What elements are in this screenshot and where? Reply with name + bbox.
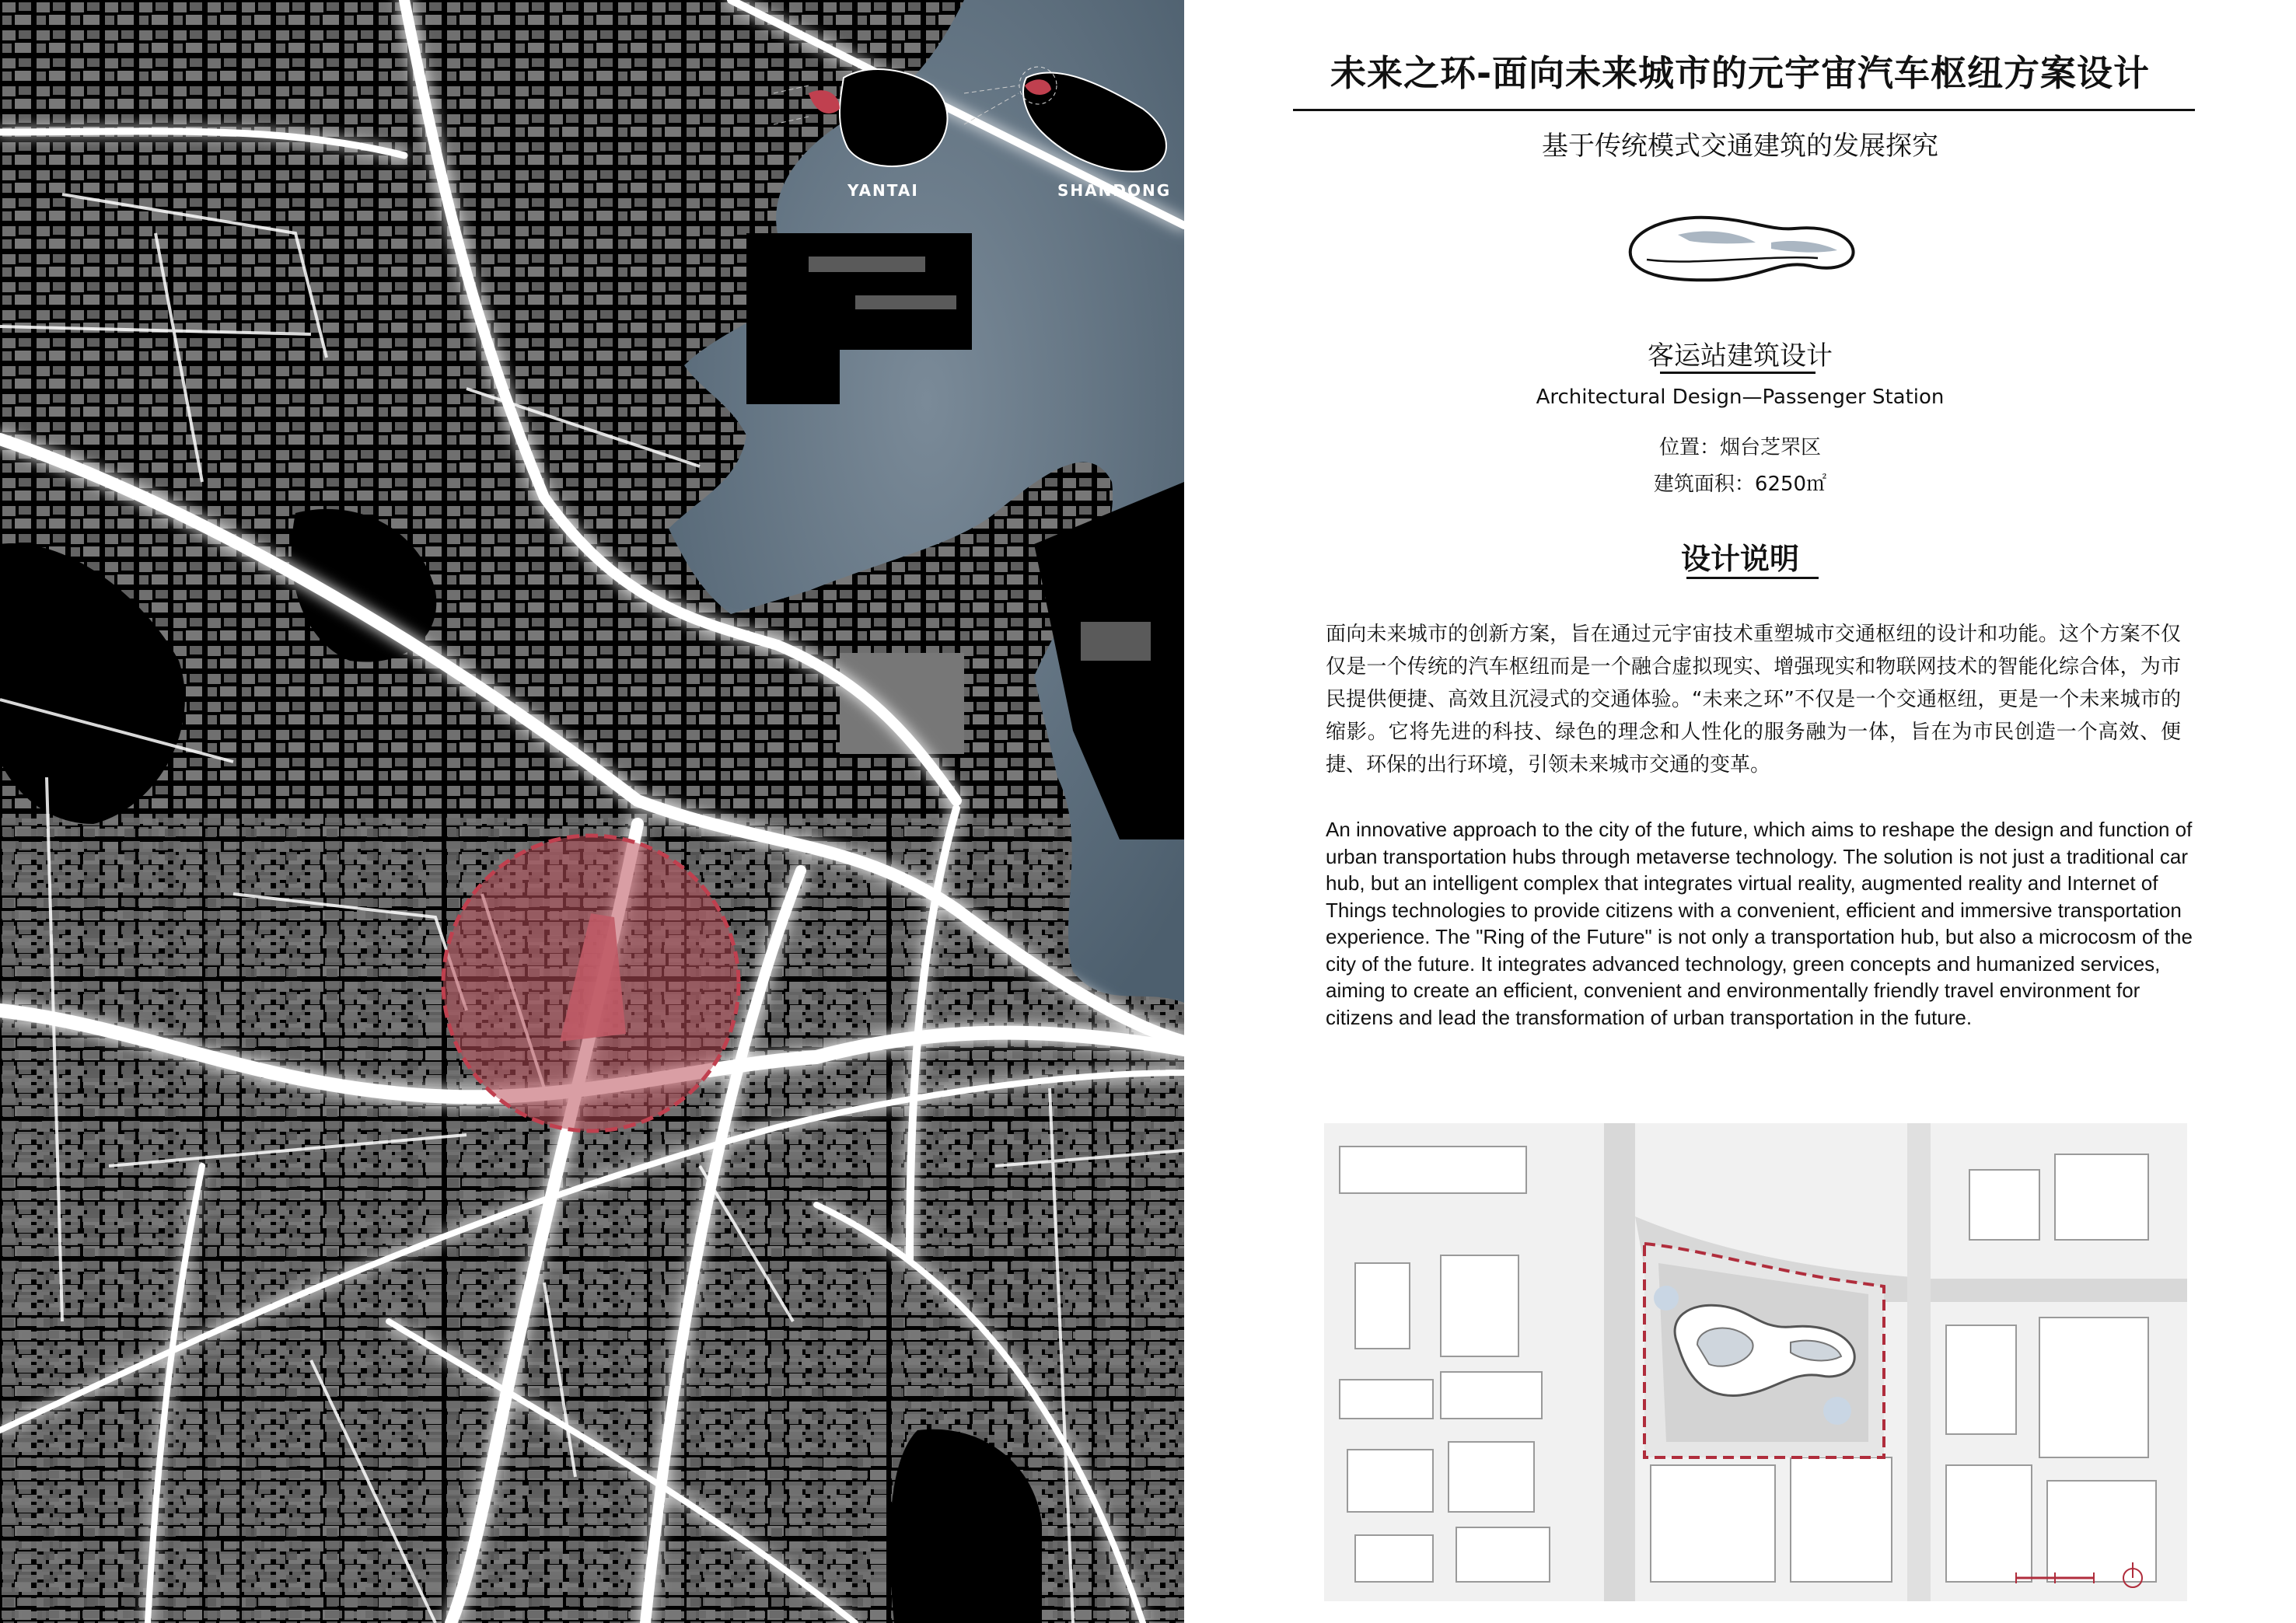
site-plan-drawing bbox=[1324, 1123, 2187, 1601]
main-title: 未来之环-面向未来城市的元宇宙汽车枢纽方案设计 bbox=[1330, 52, 2151, 94]
description-divider bbox=[1686, 577, 1819, 579]
site-plan-svg bbox=[1324, 1123, 2187, 1601]
yantai-label: YANTAI bbox=[847, 181, 919, 200]
description-english: An innovative approach to the city of the future, which aims to reshape the design and function of urban transportation hubs through metaverse technology. The solution is not just a traditional car hub, but an intelligent complex that integrates virtual reality, augmented reality and Internet of Things technologies to provide citizens with a convenient, efficient and immersive transportation experience. The "Ring of the Future" is not only a transportation hub, but also a microcosm of the city of the future. It integrates advanced technology, green concepts and humanized services, aiming to create an efficient, convenient and environmentally friendly travel environment for citizens and lead the transformation of urban transportation in the future. bbox=[1326, 818, 2193, 1029]
section-divider bbox=[1660, 372, 1815, 374]
pier-building bbox=[809, 257, 925, 272]
area-text: 建筑面积：6250㎡ bbox=[1653, 473, 1827, 496]
pier-building bbox=[855, 295, 956, 309]
description-panel bbox=[1184, 0, 2296, 1623]
description-chinese: 面向未来城市的创新方案，旨在通过元宇宙技术重塑城市交通枢纽的设计和功能。这个方案不仅仅是一个传统的汽车枢纽而是一个融合虚拟现实、增强现实和物联网技术的智能化综合体，为市民提供便捷、高效且沉浸式的交通体验。“未来之环”不仅是一个交通枢纽，更是一个未来城市的缩影。它将先进的科技、绿色的理念和人性化的服务融为一体，旨在为市民创造一个高效、便捷、环保的出行环境，引领未来城市交通的变革。 bbox=[1326, 623, 2181, 777]
location-text: 位置：烟台芝罘区 bbox=[1658, 436, 1821, 459]
section-title-english: Architectural Design—Passenger Station bbox=[1536, 386, 1945, 409]
pier-building bbox=[1081, 622, 1151, 661]
building-form-logo bbox=[1616, 204, 1864, 289]
description-heading: 设计说明 bbox=[1680, 542, 1799, 576]
shandong-label: SHANDONG bbox=[1057, 181, 1172, 200]
section-title: 客运站建筑设计 bbox=[1648, 340, 1833, 372]
subtitle: 基于传统模式交通建筑的发展探究 bbox=[1542, 131, 1938, 162]
title-divider bbox=[1293, 109, 2195, 111]
